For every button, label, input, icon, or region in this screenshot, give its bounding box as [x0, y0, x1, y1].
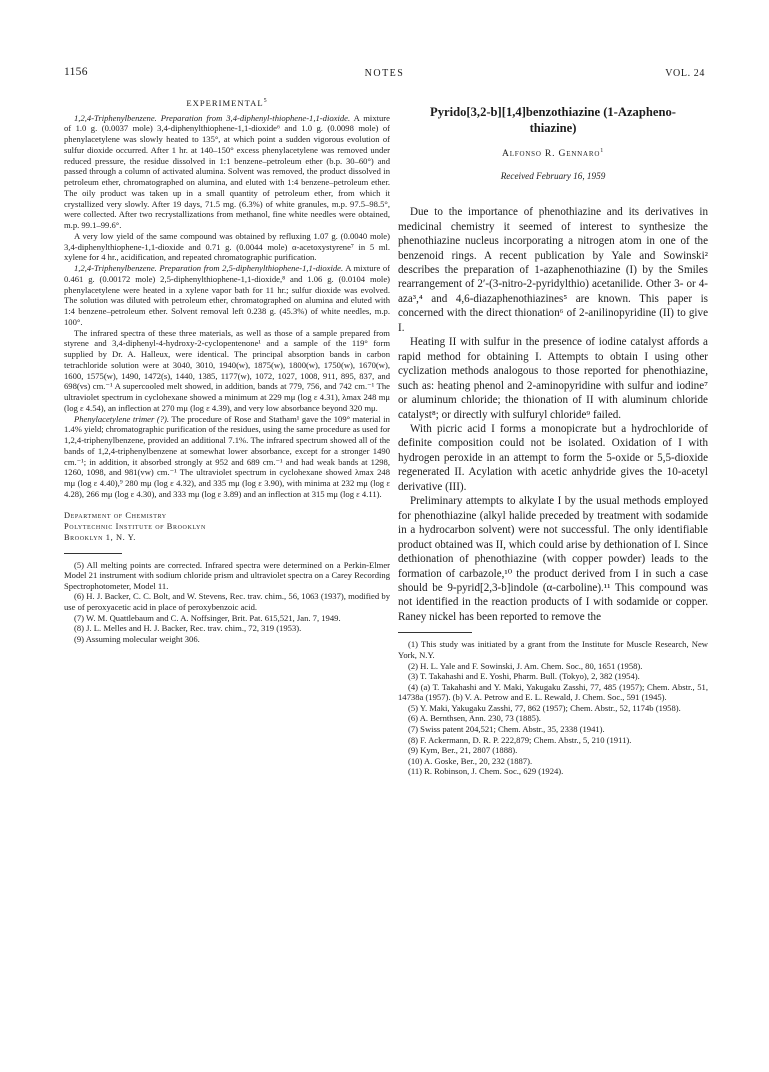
- paragraph-1: [64, 113, 390, 231]
- address-line: Brooklyn 1, N. Y.: [64, 532, 136, 542]
- received-date: Received February 16, 1959: [500, 171, 606, 182]
- paragraph-1-text: A mixture of 1.0 g. (0.0037 mole) 3,4-diphenylthiophene-1,1-dioxide⁶ and 1.0 g. (0.0098 mole) of phenylacetylene was slowly heated to 135°, at which point a sudden vigorous evolution of sulfur dioxide occurred. After 1 hr. at 140–150° excess phenylacetylene was removed under reduced pressure, the residue dissolved in 1:1 benzene–petroleum ether (b.p. 30–60°) and passed through a column of activated alumina. Solvent was removed, the product dissolved in petroleum ether, chromatographed on alumina, and eluted with 1:4 benzene–petroleum ether. The oily product was taken up in a small quantity of petroleum ether, from which it crystallized very slowly. After 19 days, 71.5 mg. (6.3%) of white granules, m.p. 97.5–98.5°, were collected. After two recrystallizations from methanol, fine white needles were obtained, m.p. 99.1–99.6°.: [64, 112, 390, 231]
- article-title: [398, 104, 708, 136]
- footnote: (5) All melting points are corrected. Infrared spectra were determined on a Perkin-Elmer Model 21 instrument with sodium chloride prism and ultraviolet spectra on a Carey Recording Spectrophotometer, Model 11.: [64, 559, 390, 591]
- paragraph-3: [64, 263, 390, 328]
- footnote: (9) Kym, Ber., 21, 2807 (1888).: [408, 745, 518, 756]
- right-column: [398, 96, 708, 777]
- body-paragraph: With picric acid I forms a monopicrate but a hydrochloride of definite composition could not be isolated. Oxidation of I with hydrogen peroxide in an attempt to form the 5-oxide or 5,5-dioxide regenerated II. Acylation with acetic anhydride gives the 10-acetyl derivative (III).: [398, 422, 708, 493]
- address-line: Department of Chemistry: [64, 510, 167, 520]
- footnote-divider: [398, 632, 472, 633]
- paragraph-5: [64, 414, 390, 500]
- article-title-line: Pyrido[3,2-b][1,4]benzothiazine (1-Azapheno-: [430, 105, 676, 119]
- right-footnotes: [398, 639, 708, 777]
- paragraph-3-text: A mixture of 0.461 g. (0.00172 mole) 2,5-diphenylthiophene-1,1-dioxide,⁸ and 1.06 g. (0.0104 mole) phenylacetylene were heated in a xylene vapor bath for 11 hr.; sulfur dioxide was evolved. The solution was diluted with petroleum ether, chromatographed on alumina and eluted with 1:4 benzene–petroleum ether. Solvent removal left 0.238 g. (45.3%) of white needles, m.p. 100°.: [64, 263, 390, 327]
- footnote: (2) H. L. Yale and F. Sowinski, J. Am. Chem. Soc., 80, 1651 (1958).: [408, 660, 643, 671]
- paragraph-2: A very low yield of the same compound was obtained by refluxing 1.07 g. (0.0040 mole) 3,4-diphenylthiophene-1,1-dioxide and 0.71 g. (0.0044 mole) α-acetoxystyrene⁷ in 5 ml. xylene for 4 hr., acidification, and repeated chromatographic purification.: [64, 230, 390, 263]
- footnote: (3) T. Takahashi and E. Yoshi, Pharm. Bull. (Tokyo), 2, 382 (1954).: [408, 671, 640, 682]
- paragraph-4: The infrared spectra of these three materials, as well as those of a sample prepared from styrene and 3,4-diphenyl-4-hydroxy-2-cyclopentenone¹ and a sample of the 119° form supplied by Dr. A. Halleux, were identical. The principal absorption bands in carbon tetrachloride solution were at 3040, 3010, 1940(w), 1875(w), 1800(w), 1750(w), 1670(w), 1600, 1575(w), 1490, 1472(s), 1440, 1385, 1177(w), 1072, 1027, 1008, 911, 895, 837, and 698(vs) cm.⁻¹ A supercooled melt showed, in addition, bands at 779, 756, and 742 cm.⁻¹ The ultraviolet spectrum in cyclohexane showed a minimum at 229 mμ (log ε 4.31), λmax 248 mμ (log ε 4.54), an inflection at 270 mμ (log ε 4.39), and very low absorbance beyond 320 mμ.: [64, 327, 390, 413]
- paragraph-5-text: The procedure of Rose and Statham¹ gave the 109° material in 1.4% yield; chromatographic purification of the residues, using the same procedure as used for 1,2,4-triphenylbenzene, provided an additional 7.1%. The infrared spectrum showed all of the bands of 1,2,4-triphenylbenzene at somewhat lower absorbance, except for a stronger 1490 cm.⁻¹; in addition, it absorbed strongly at 952 and 689 cm.⁻¹ and had weak bands at 1298, 1260, 1098, and 981(vw) cm.⁻¹ The ultraviolet spectrum in cyclohexane showed λmax 248 mμ (log ε 4.40),⁹ 280 mμ (log ε 4.32), and 335 mμ (log ε 3.90), with minima at 232 mμ (log ε 4.28), 266 mμ (log ε 4.30), and 333 mμ (log ε 3.89) and an inflection at 315 mμ (log ε 4.11).: [64, 413, 390, 499]
- body-paragraph: Heating II with sulfur in the presence of iodine catalyst affords a rapid method for obtaining I. Attempts to obtain I using other cyclization methods analogous to those reported for phenothiazine, such as: heating phenol and 2-aminopyridine with sulfur and iodine⁷ or aluminum chloride; the thionation of II with aluminum chloride catalyst⁸; or directly with sulfuryl chloride⁹ failed.: [398, 336, 708, 421]
- footnote: (8) F. Ackermann, D. R. P. 222,879; Chem. Abstr., 5, 210 (1911).: [408, 734, 632, 745]
- volume-label: VOL. 24: [665, 68, 705, 79]
- footnote: (5) Y. Maki, Yakugaku Zasshi, 77, 862 (1957); Chem. Abstr., 52, 1174b (1958).: [408, 702, 681, 713]
- footnote: (8) J. L. Melles and H. J. Backer, Rec. trav. chim., 72, 319 (1953).: [74, 623, 302, 634]
- footnote: (6) H. J. Backer, C. C. Bolt, and W. Stevens, Rec. trav. chim., 56, 1063 (1937), modified by use of peroxyacetic acid in place of peroxybenzoic acid.: [64, 591, 390, 612]
- left-column: [64, 96, 390, 644]
- paragraph-5-title: Phenylacetylene trimer (?).: [74, 413, 170, 424]
- address-line: Polytechnic Institute of Brooklyn: [64, 521, 206, 531]
- body-paragraph: Due to the importance of phenothiazine and its derivatives in medicinal chemistry it seemed of interest to synthesize the phenothiazine nucleus incorporating a nitrogen atom in one of the benzenoid rings. A recent publication by Yale and Sowinski² describes the preparation of 1-azaphenothiazine (I) by the Smiles rearrangement of 2′-(3-nitro-2-pyridylthio) acetanilide. Other 3- or 4-aza³,⁴ and 4,6-diazaphenothiazines⁵ are known. This paper is concerned with the direct thionation⁶ of 2-anilinopyridine (II) to give I.: [398, 206, 708, 334]
- author-text: Alfonso R. Gennaro: [501, 148, 601, 160]
- footnote-divider: [64, 553, 122, 554]
- footnote: (9) Assuming molecular weight 306.: [74, 633, 200, 644]
- experimental-heading: [64, 96, 390, 109]
- footnote: (6) A. Bernthsen, Ann. 230, 73 (1885).: [408, 713, 541, 724]
- section-heading-text: EXPERIMENTAL: [186, 97, 264, 108]
- author-note: 1: [600, 148, 605, 154]
- footnote: (1) This study was initiated by a grant from the Institute for Muscle Research, New York, N.Y.: [398, 639, 708, 660]
- article-body: [398, 205, 708, 624]
- footnote: (4) (a) T. Takahashi and Y. Maki, Yakugaku Zasshi, 77, 485 (1957); Chem. Abstr., 51, 14738a (1957). (b) V. A. Petrow and E. L. Rewald, J. Chem. Soc., 591 (1945).: [398, 681, 708, 703]
- paragraph-1-title: 1,2,4-Triphenylbenzene. Preparation from 3,4-diphenyl-thiophene-1,1-dioxide.: [74, 112, 351, 123]
- section-heading-note: 5: [263, 98, 268, 104]
- footnote: (7) W. M. Quattlebaum and C. A. Noffsinger, Brit. Pat. 615,521, Jan. 7, 1949.: [74, 612, 341, 623]
- footnote: (7) Swiss patent 204,521; Chem. Abstr., 35, 2338 (1941).: [408, 724, 605, 735]
- author-address: [64, 510, 390, 543]
- paragraph-3-title: 1,2,4-Triphenylbenzene. Preparation from 2,5-diphenylthiophene-1,1-dioxide.: [74, 263, 344, 274]
- author-name: [398, 148, 708, 159]
- footnote: (10) A. Goske, Ber., 20, 232 (1887).: [408, 755, 533, 766]
- left-footnotes: [64, 560, 390, 645]
- page-number: 1156: [64, 66, 88, 78]
- body-paragraph: Preliminary attempts to alkylate I by the usual methods employed for phenothiazine (alkyl halide preceded by treatment with sodamide in a hydrocarbon solvent) were not successful. The only identifiable product obtained was II, which could arise by dethionation of I. Since dethionation of phenothiazine (with copper powder) leads to the formation of carbazole,¹⁰ the product derived from I in such a case should be 9-pyrid[2,3-b]indole (α-carboline).¹¹ This compound was not identified in the reaction products of I with sodamide or copper. Raney nickel has been reported to remove the: [398, 495, 708, 623]
- footnote: (11) R. Robinson, J. Chem. Soc., 629 (1924).: [408, 766, 564, 777]
- running-head: NOTES: [364, 68, 405, 79]
- article-title-line: thiazine): [529, 121, 577, 135]
